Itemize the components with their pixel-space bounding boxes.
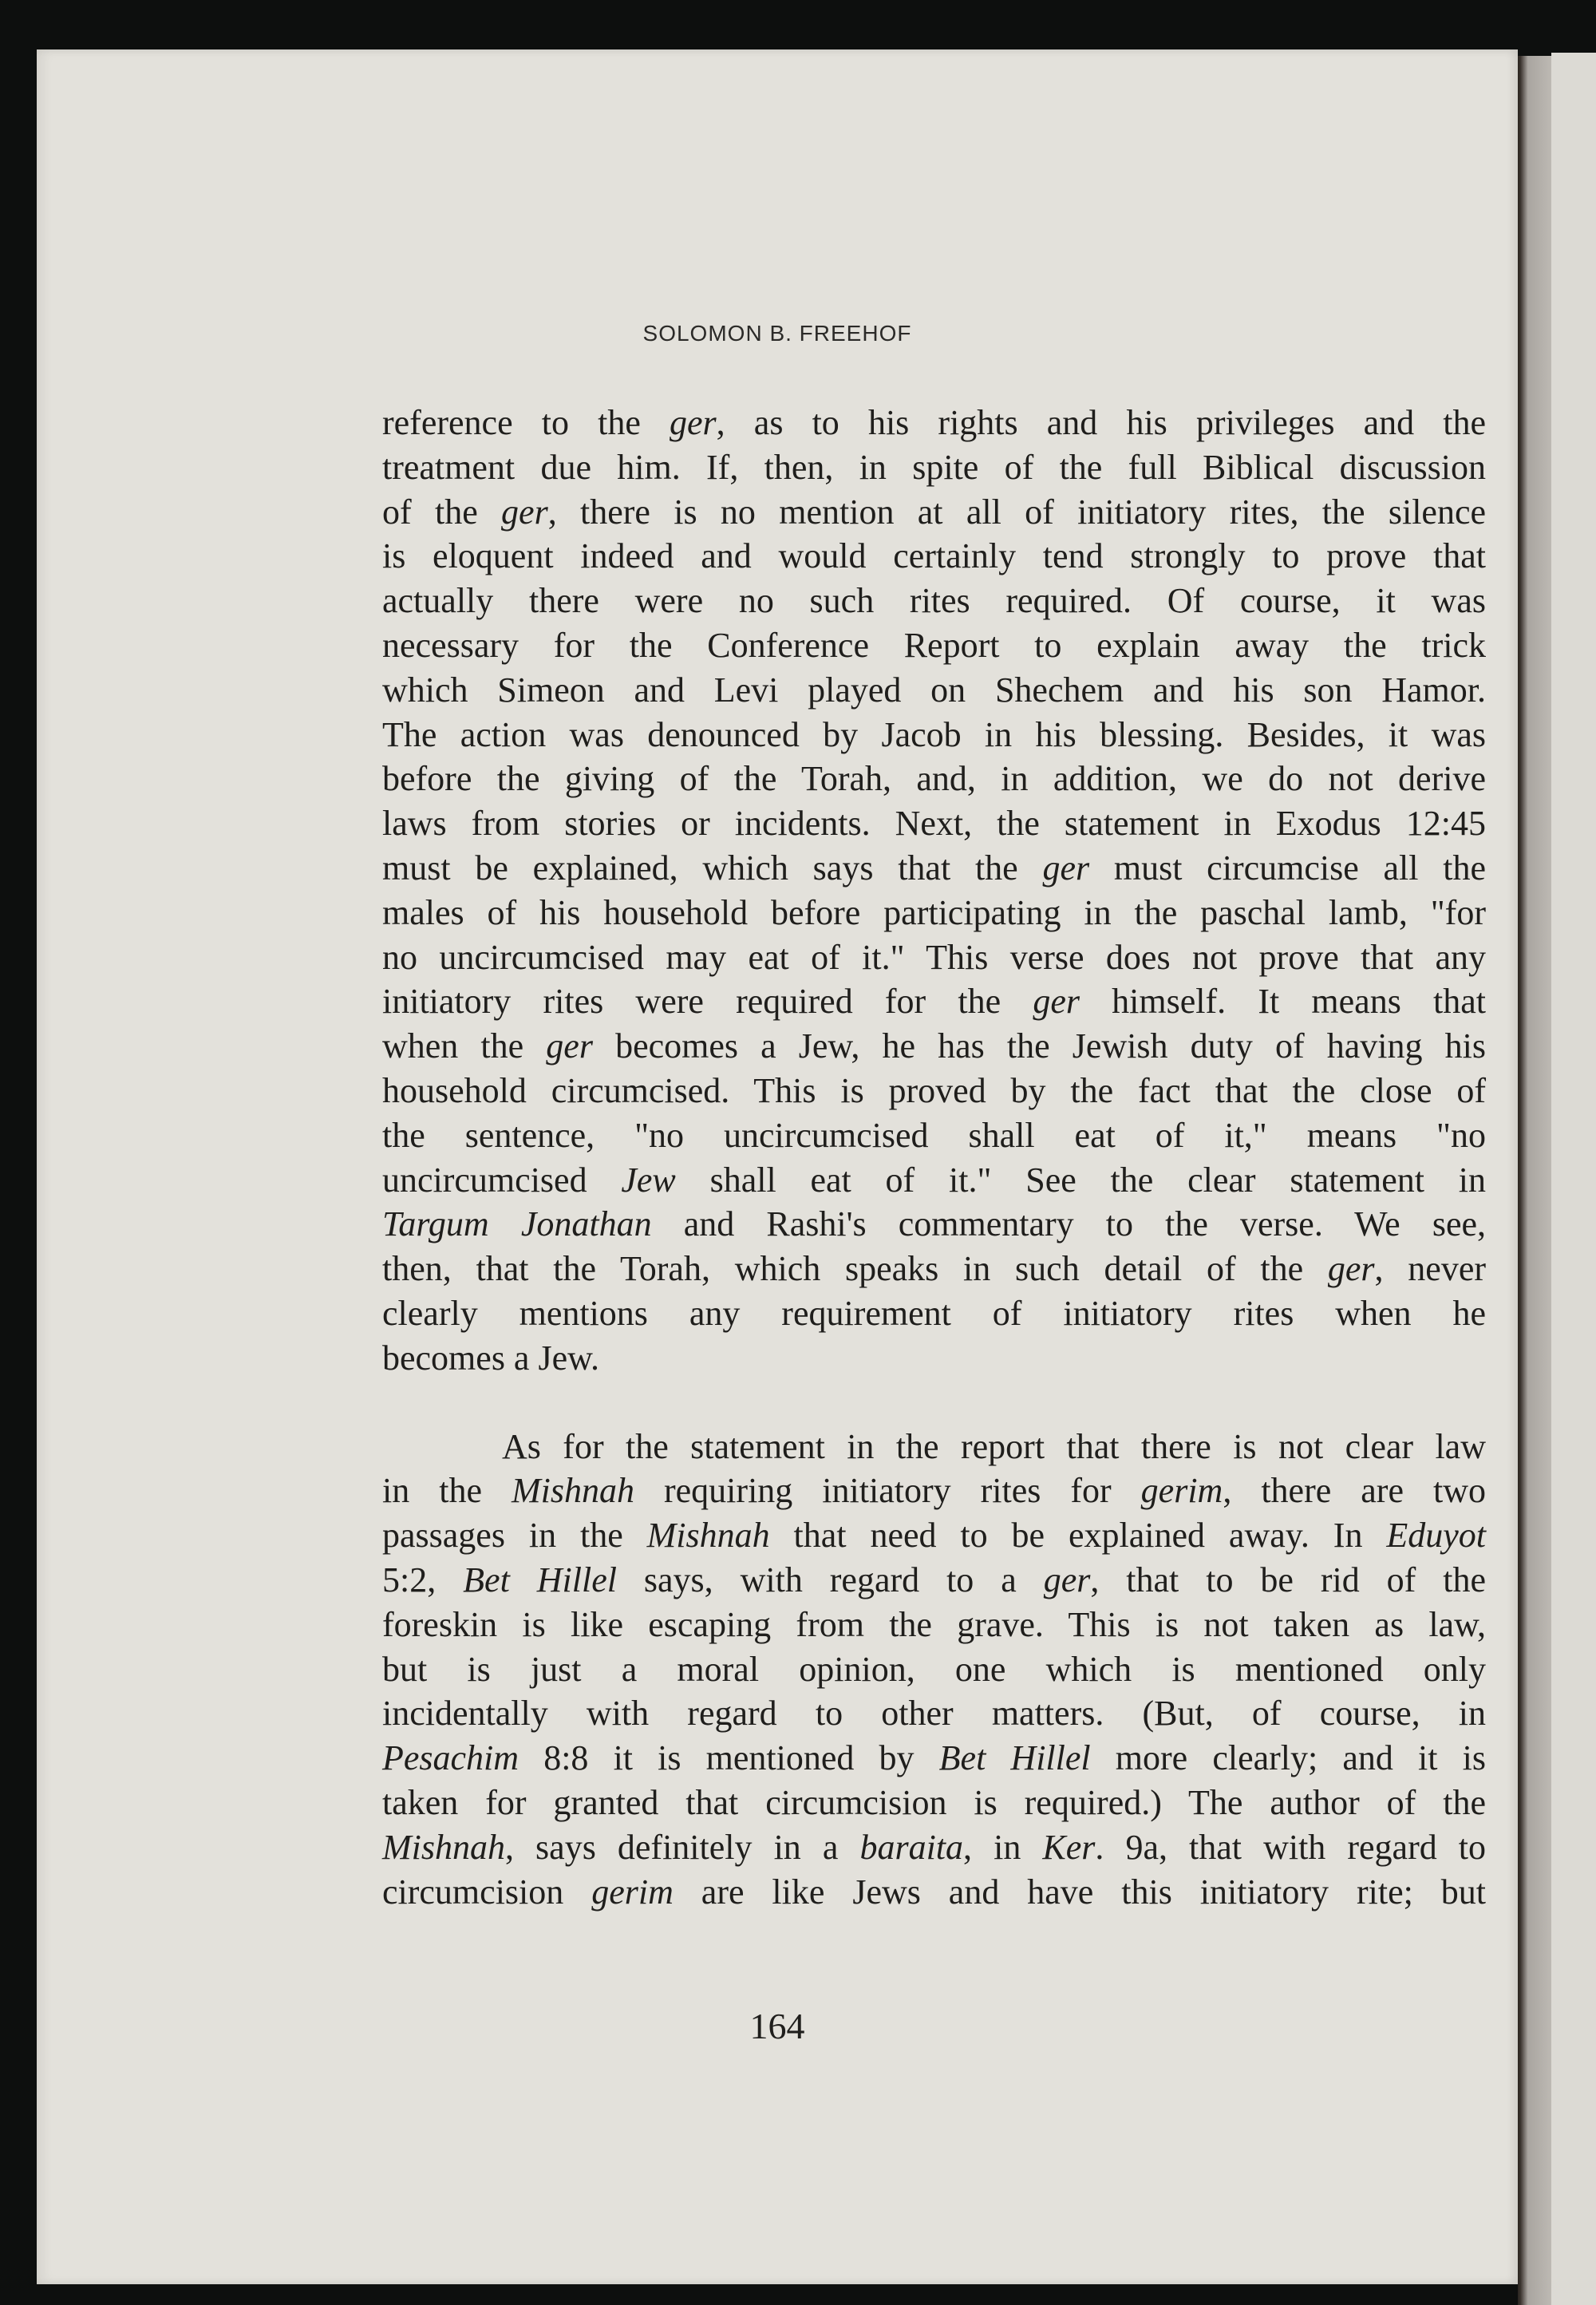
italic-text: Bet Hillel <box>938 1738 1091 1778</box>
text-span: uncircumcised <box>382 1160 622 1200</box>
text-span: circumcision <box>382 1872 592 1912</box>
text-line <box>382 1024 1486 1069</box>
text-line <box>382 1691 1486 1736</box>
text-span: 8:8 it is mentioned by <box>519 1738 939 1778</box>
italic-text: ger <box>1042 848 1090 888</box>
text-span: laws from stories or incidents. Next, the statement in Exodus 12:45 <box>382 804 1486 844</box>
text-line <box>382 979 1486 1024</box>
text-span: and Rashi's commentary to the verse. We see, <box>651 1204 1487 1244</box>
text-line <box>382 1513 1486 1558</box>
text-line <box>382 668 1486 713</box>
text-line <box>382 490 1486 535</box>
text-span: foreskin is like escaping from the grave. This is not taken as law, <box>382 1604 1486 1644</box>
text-line <box>382 713 1486 757</box>
italic-text: Pesachim <box>382 1738 519 1778</box>
text-span: necessary for the Conference Report to explain away the trick <box>382 625 1486 665</box>
text-line <box>382 1158 1486 1203</box>
italic-text: ger <box>1327 1249 1375 1289</box>
facing-page-edge <box>1551 53 1596 2305</box>
text-line <box>382 757 1486 801</box>
text-span: must be explained, which says that the <box>382 848 1043 888</box>
text-span: are like Jews and have this initiatory rite; but <box>673 1872 1486 1912</box>
text-span: in the <box>382 1471 512 1511</box>
italic-text: ger <box>501 492 548 532</box>
italic-text: baraita <box>859 1827 964 1867</box>
text-span: more clearly; and it is <box>1090 1738 1486 1778</box>
text-span: initiatory rites were required for the <box>382 982 1033 1022</box>
text-span: , says definitely in a <box>505 1827 860 1867</box>
italic-text: Eduyot <box>1386 1516 1486 1556</box>
text-span: , never <box>1374 1249 1486 1289</box>
text-span: household circumcised. This is proved by the fact that the close of <box>382 1070 1486 1110</box>
text-span: which Simeon and Levi played on Shechem and his son Hamor. <box>382 670 1486 710</box>
text-span: becomes a Jew. <box>382 1338 600 1378</box>
text-line <box>382 935 1486 980</box>
text-span: males of his household before participating in the paschal lamb, "for <box>382 892 1486 932</box>
text-line <box>382 891 1486 935</box>
text-span: , there are two <box>1223 1471 1486 1511</box>
text-line <box>382 534 1486 579</box>
italic-text: Targum Jonathan <box>382 1204 652 1244</box>
text-span: when the <box>382 1026 547 1066</box>
text-line <box>382 1736 1486 1781</box>
body-text <box>382 401 1486 1914</box>
italic-text: ger <box>1033 982 1080 1022</box>
text-span: , in <box>963 1827 1043 1867</box>
text-span: incidentally with regard to other matters. (But, of course, in <box>382 1694 1486 1734</box>
text-line <box>382 1870 1486 1915</box>
italic-text: Mishnah <box>646 1516 770 1556</box>
page-number: 164 <box>749 2006 805 2046</box>
text-line <box>382 1069 1486 1113</box>
text-line <box>382 623 1486 668</box>
text-span: then, that the Torah, which speaks in such detail of the <box>382 1249 1328 1289</box>
italic-text: Mishnah <box>382 1827 505 1867</box>
running-head: SOLOMON B. FREEHOF <box>642 321 912 346</box>
text-line <box>382 801 1486 846</box>
text-span: passages in the <box>382 1516 647 1556</box>
text-span: treatment due him. If, then, in spite of the full Biblical discussion <box>382 447 1486 487</box>
text-span: reference to the <box>382 403 670 442</box>
italic-text: Ker <box>1042 1827 1096 1867</box>
text-line <box>382 1425 1486 1469</box>
text-line <box>382 579 1486 623</box>
text-span: taken for granted that circumcision is required.) The author of the <box>382 1782 1486 1822</box>
text-span: must circumcise all the <box>1089 848 1486 888</box>
text-line <box>382 1603 1486 1647</box>
text-span: 5:2, <box>382 1560 464 1599</box>
text-line <box>382 1113 1486 1158</box>
italic-text: Jew <box>621 1160 676 1200</box>
text-span: clearly mentions any requirement of initiatory rites when he <box>382 1293 1486 1333</box>
text-line <box>382 846 1486 891</box>
paragraph <box>382 401 1486 1381</box>
text-span: becomes a Jew, he has the Jewish duty of having his <box>592 1026 1486 1066</box>
text-span: actually there were no such rites required. Of course, it was <box>382 581 1486 621</box>
text-span: is eloquent indeed and would certainly tend strongly to prove that <box>382 536 1486 576</box>
italic-text: ger <box>1043 1560 1091 1599</box>
text-span: that need to be explained away. In <box>769 1516 1387 1556</box>
text-span: shall eat of it." See the clear statement in <box>675 1160 1486 1200</box>
text-line <box>382 1825 1486 1870</box>
text-line <box>382 1291 1486 1336</box>
text-line <box>382 1558 1486 1603</box>
text-span: but is just a moral opinion, one which is mentioned only <box>382 1649 1486 1689</box>
text-span: the sentence, "no uncircumcised shall eat of it," means "no <box>382 1115 1486 1155</box>
italic-text: gerim <box>1140 1471 1223 1511</box>
italic-text: Mishnah <box>512 1471 634 1511</box>
book-page <box>37 49 1518 2284</box>
italic-text: ger <box>670 403 717 442</box>
text-span: no uncircumcised may eat of it." This verse does not prove that any <box>382 937 1486 977</box>
italic-text: Bet Hillel <box>463 1560 617 1599</box>
text-span: requiring initiatory rites for <box>634 1471 1141 1511</box>
text-span: The action was denounced by Jacob in his blessing. Besides, it was <box>382 714 1486 754</box>
text-span: says, with regard to a <box>616 1560 1044 1599</box>
text-span: , as to his rights and his privileges and the <box>716 403 1486 442</box>
text-span: himself. It means that <box>1079 982 1486 1022</box>
text-line <box>382 401 1486 445</box>
text-line <box>382 1781 1486 1825</box>
text-span: before the giving of the Torah, and, in addition, we do not derive <box>382 759 1486 799</box>
text-line <box>382 1336 1486 1381</box>
text-span: . 9a, that with regard to <box>1095 1827 1487 1867</box>
text-line <box>382 1202 1486 1247</box>
text-line <box>382 445 1486 490</box>
text-line <box>382 1647 1486 1692</box>
paragraph <box>382 1425 1486 1915</box>
text-line <box>382 1247 1486 1291</box>
text-line <box>382 1469 1486 1513</box>
italic-text: gerim <box>591 1872 674 1912</box>
italic-text: ger <box>546 1026 593 1066</box>
book-gutter <box>1518 56 1551 2305</box>
text-span: , there is no mention at all of initiatory rites, the silence <box>547 492 1487 532</box>
text-span: As for the statement in the report that there is not clear law <box>502 1426 1486 1466</box>
text-span: of the <box>382 492 502 532</box>
text-span: , that to be rid of the <box>1090 1560 1486 1599</box>
